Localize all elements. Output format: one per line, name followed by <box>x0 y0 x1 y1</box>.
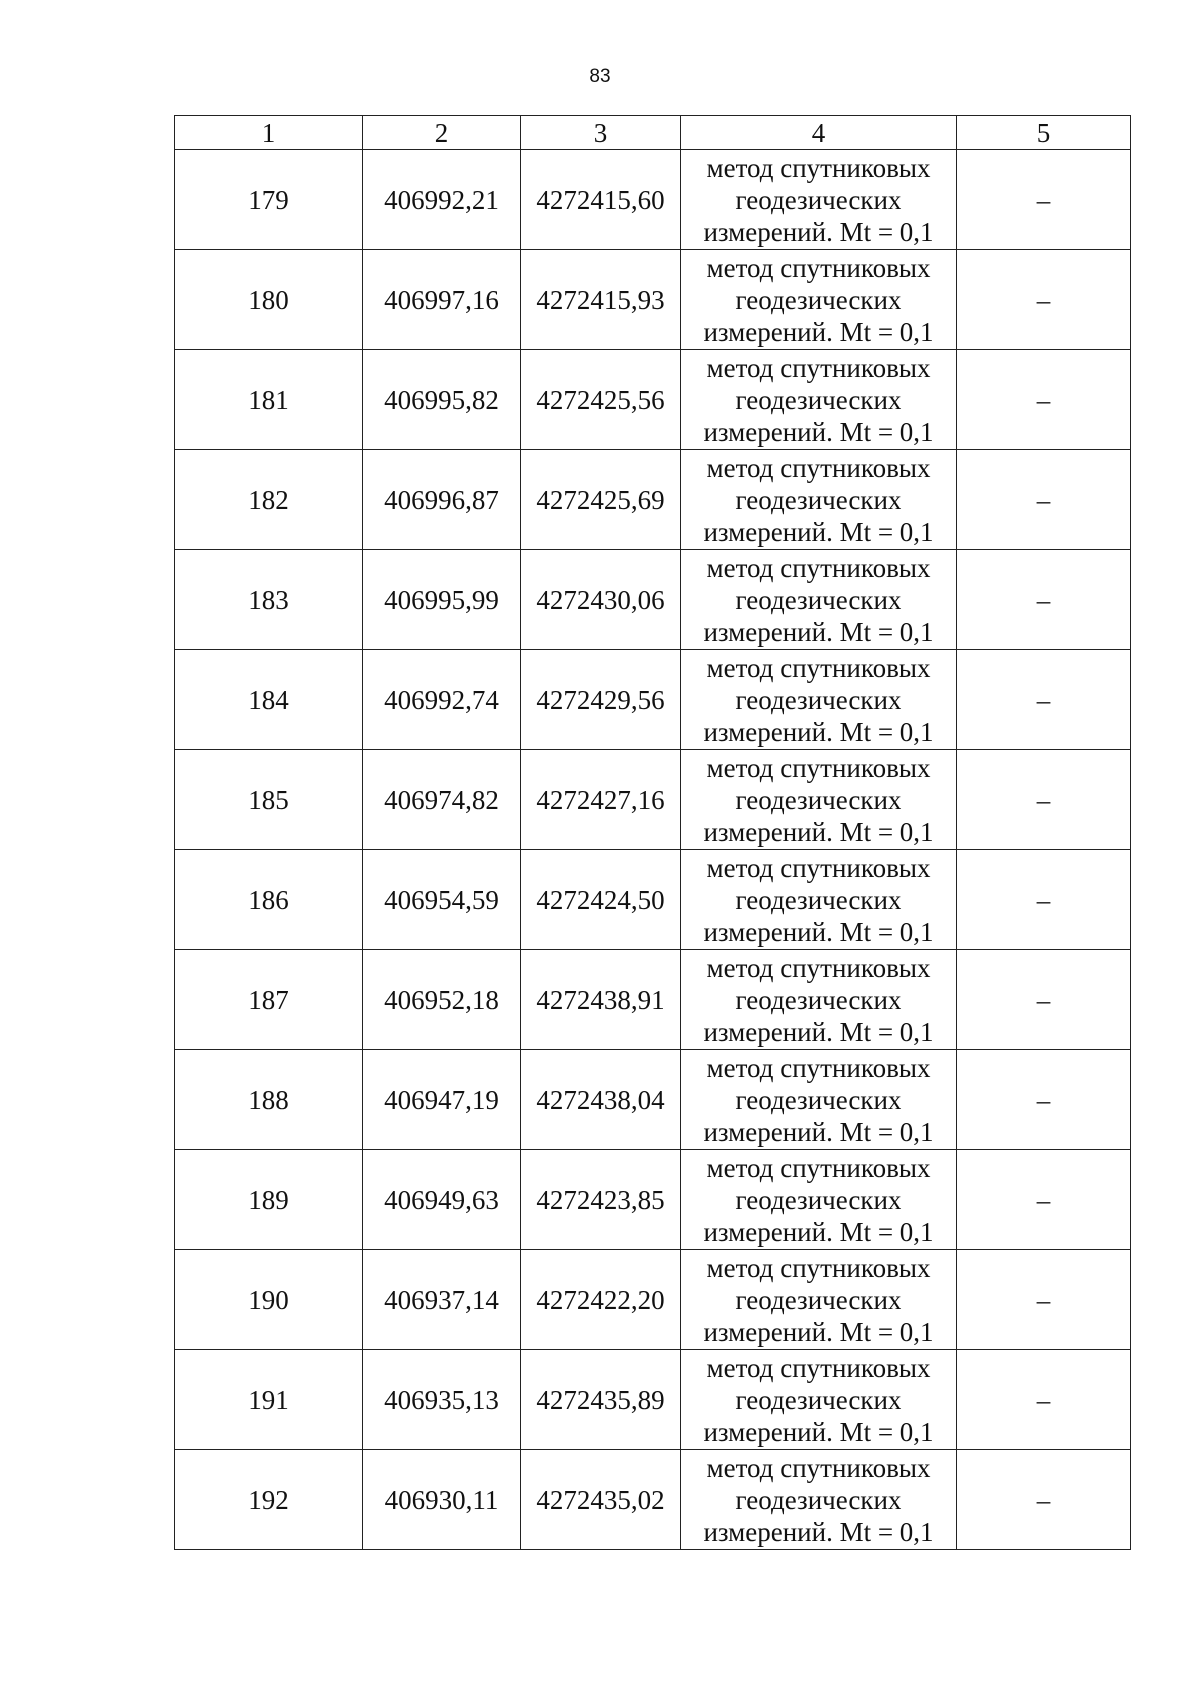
column-header: 1 <box>175 116 363 150</box>
table-row <box>175 250 1131 350</box>
method-cell: метод спутниковых геодезических измерений. Mt = 0,1 <box>681 850 957 950</box>
description-cell: – <box>957 450 1131 550</box>
method-cell: метод спутниковых геодезических измерений. Mt = 0,1 <box>681 750 957 850</box>
column-header: 2 <box>363 116 521 150</box>
y-coordinate-cell: 4272425,69 <box>521 450 681 550</box>
point-number-cell: 184 <box>175 650 363 750</box>
y-coordinate-cell: 4272427,16 <box>521 750 681 850</box>
table-row <box>175 1150 1131 1250</box>
description-cell: – <box>957 650 1131 750</box>
point-number-cell: 187 <box>175 950 363 1050</box>
point-number-cell: 185 <box>175 750 363 850</box>
page-number: 83 <box>589 66 611 87</box>
x-coordinate-cell: 406995,99 <box>363 550 521 650</box>
x-coordinate-cell: 406995,82 <box>363 350 521 450</box>
table-row <box>175 950 1131 1050</box>
point-number-cell: 189 <box>175 1150 363 1250</box>
point-number-cell: 180 <box>175 250 363 350</box>
table-body <box>175 150 1131 1550</box>
x-coordinate-cell: 406937,14 <box>363 1250 521 1350</box>
x-coordinate-cell: 406949,63 <box>363 1150 521 1250</box>
table-row <box>175 1250 1131 1350</box>
description-cell: – <box>957 1350 1131 1450</box>
column-header: 3 <box>521 116 681 150</box>
point-number-cell: 190 <box>175 1250 363 1350</box>
table-row <box>175 550 1131 650</box>
x-coordinate-cell: 406992,21 <box>363 150 521 250</box>
method-cell: метод спутниковых геодезических измерений. Mt = 0,1 <box>681 950 957 1050</box>
description-cell: – <box>957 950 1131 1050</box>
description-cell: – <box>957 550 1131 650</box>
method-cell: метод спутниковых геодезических измерений. Mt = 0,1 <box>681 1350 957 1450</box>
method-cell: метод спутниковых геодезических измерений. Mt = 0,1 <box>681 150 957 250</box>
table-header-row <box>175 116 1131 150</box>
x-coordinate-cell: 406996,87 <box>363 450 521 550</box>
column-header: 4 <box>681 116 957 150</box>
method-cell: метод спутниковых геодезических измерений. Mt = 0,1 <box>681 1050 957 1150</box>
x-coordinate-cell: 406935,13 <box>363 1350 521 1450</box>
description-cell: – <box>957 150 1131 250</box>
description-cell: – <box>957 1050 1131 1150</box>
point-number-cell: 191 <box>175 1350 363 1450</box>
method-cell: метод спутниковых геодезических измерений. Mt = 0,1 <box>681 1450 957 1550</box>
x-coordinate-cell: 406952,18 <box>363 950 521 1050</box>
y-coordinate-cell: 4272415,93 <box>521 250 681 350</box>
table-row <box>175 450 1131 550</box>
description-cell: – <box>957 850 1131 950</box>
table-row <box>175 350 1131 450</box>
y-coordinate-cell: 4272430,06 <box>521 550 681 650</box>
x-coordinate-cell: 406947,19 <box>363 1050 521 1150</box>
table-row <box>175 1350 1131 1450</box>
y-coordinate-cell: 4272438,04 <box>521 1050 681 1150</box>
x-coordinate-cell: 406974,82 <box>363 750 521 850</box>
method-cell: метод спутниковых геодезических измерений. Mt = 0,1 <box>681 1250 957 1350</box>
method-cell: метод спутниковых геодезических измерений. Mt = 0,1 <box>681 1150 957 1250</box>
method-cell: метод спутниковых геодезических измерений. Mt = 0,1 <box>681 550 957 650</box>
x-coordinate-cell: 406997,16 <box>363 250 521 350</box>
y-coordinate-cell: 4272425,56 <box>521 350 681 450</box>
x-coordinate-cell: 406954,59 <box>363 850 521 950</box>
table-row <box>175 850 1131 950</box>
description-cell: – <box>957 1250 1131 1350</box>
method-cell: метод спутниковых геодезических измерений. Mt = 0,1 <box>681 250 957 350</box>
coordinates-table <box>174 115 1131 1550</box>
point-number-cell: 182 <box>175 450 363 550</box>
y-coordinate-cell: 4272429,56 <box>521 650 681 750</box>
description-cell: – <box>957 350 1131 450</box>
method-cell: метод спутниковых геодезических измерений. Mt = 0,1 <box>681 350 957 450</box>
point-number-cell: 183 <box>175 550 363 650</box>
description-cell: – <box>957 750 1131 850</box>
point-number-cell: 179 <box>175 150 363 250</box>
table-row <box>175 1050 1131 1150</box>
point-number-cell: 192 <box>175 1450 363 1550</box>
y-coordinate-cell: 4272415,60 <box>521 150 681 250</box>
table-row <box>175 650 1131 750</box>
y-coordinate-cell: 4272424,50 <box>521 850 681 950</box>
point-number-cell: 181 <box>175 350 363 450</box>
table-row <box>175 750 1131 850</box>
y-coordinate-cell: 4272438,91 <box>521 950 681 1050</box>
point-number-cell: 186 <box>175 850 363 950</box>
table-row <box>175 150 1131 250</box>
y-coordinate-cell: 4272423,85 <box>521 1150 681 1250</box>
x-coordinate-cell: 406992,74 <box>363 650 521 750</box>
method-cell: метод спутниковых геодезических измерений. Mt = 0,1 <box>681 450 957 550</box>
description-cell: – <box>957 1150 1131 1250</box>
point-number-cell: 188 <box>175 1050 363 1150</box>
column-header: 5 <box>957 116 1131 150</box>
y-coordinate-cell: 4272422,20 <box>521 1250 681 1350</box>
description-cell: – <box>957 1450 1131 1550</box>
y-coordinate-cell: 4272435,89 <box>521 1350 681 1450</box>
description-cell: – <box>957 250 1131 350</box>
x-coordinate-cell: 406930,11 <box>363 1450 521 1550</box>
method-cell: метод спутниковых геодезических измерений. Mt = 0,1 <box>681 650 957 750</box>
table-row <box>175 1450 1131 1550</box>
y-coordinate-cell: 4272435,02 <box>521 1450 681 1550</box>
